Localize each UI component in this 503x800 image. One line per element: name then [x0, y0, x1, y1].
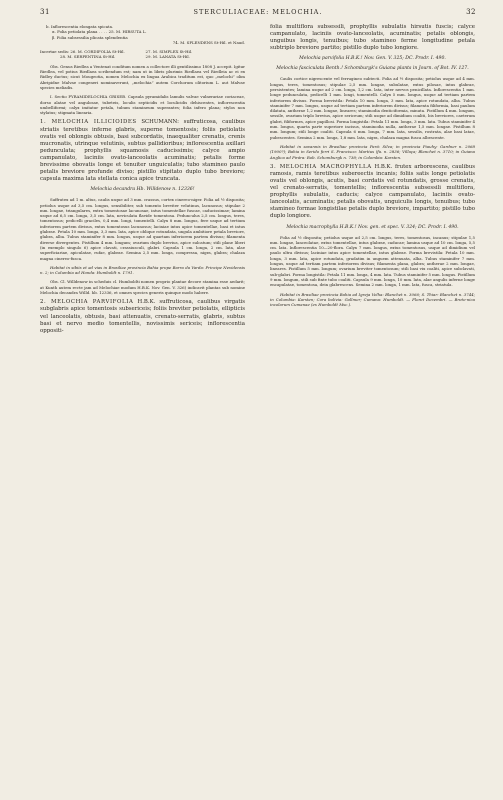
- key-line: 74. M. SPLENDENS St-Hil. et Naud.: [172, 39, 245, 45]
- species-key: [40, 24, 245, 45]
- key-line: β. Folia subsessilia plicata splendentia: [52, 34, 128, 40]
- page-number-right: 32: [466, 8, 476, 16]
- species-diagnosis: suffruticosa, caulibus striatis teretibus inferne glabris, superne tomentosis; foliis petiolatis ovatis vel oblongis obtusis, basi subcordatis, inaequaliter crenatis, crenis mucronatis, utrinque velutinis, subtus pallidioribus; inflorescentia axillari pedunculata; prophyllis squamosis caducissimis; calyce ampio campanulato, laciniis ovato-lanceolatis acuminatis; petalis forme brevissime obovatis longe et tenuiter unguiculatis; tubo stamineo paulo petalis breviore profunde diviso; pistillo stipitato duplo tubo breviore; capsula maxima lata stellata conica apice truncata.: [40, 119, 246, 183]
- species-description: Folia ad ½ disposita; petiolus usque ad 2,5 cm. longus, teres, tomentosus, incanus; stipulae 1,5 mm. longae, lanceolatae, extus tomentellae, intus glabrae, caducae; lamina usque ad 10 cm. longa, 5,5 cm. lata. Inflorescentia 10—20-flora. Calyx 7 mm. longus, extus tomentosus, usque ad dimidium vel paulo ultra divisus; laciniae intus apice tomentellae, intus glabrae. Forma brevistila: Petala 10 mm. longa, 3 mm. lata, apice rotundata, gradatim in unguem attenuata, alba. Tubus staminifer 7 mm. longus, usque ad tertiam partem inferiorem divisus; filamenta plana, glabra; antherae 2 mm. longae, lineares. Pistillum 5 mm. longum; ovarium breviter tomentosum; stili basi vix coaliti, apice subclavati, sub-glabri. Forma longistila: Petala 11 mm. longa, 4 mm. lata. Tubus staminifer 5 mm. longus. Pistillum 9 mm. longum, stili sub finte tubo coaliti. Capsula 9 mm. longa, 10 mm. lata, alae angulis inferne longe encapulatae, tomentosa, dein glabrescens. Semina 2 mm. longa, 1 mm. lata, fusca, striatula.: [270, 234, 475, 288]
- synonym-line: Melochia fasciculata Benth.! Schomburgk's Guiana plants in Journ. of Bot. IV. 127.: [276, 66, 469, 72]
- species-entry: Incertae sedis: 26. M. CORDIFOLIA St-Hil.: [40, 49, 125, 55]
- species-heading: [40, 299, 245, 334]
- species-description: Caulis cortice nigrescente vel ferrugineo subtecti. Folia ad ½ disposita; petiolus usque ad 4 mm. longus, teres, tomentosus; stipulae 2,5 mm. longae, subulatae, extus pilosae, intus glabrae, persistentes; lamina usque ad 2 cm. longa, 1,2 cm. lata, inter nervos penicillata. Inflorescentia 1 mm. longe pedunculata, pedicelli 1 mm. longi, tomentelli. Calyx 5 mm. longus, usque ad tertiam partem inferiorem divisus. Forma brevistila: Petala 10 mm. longa, 3 mm. lata, apice rotundata, alba. Tubus staminifer 7 mm. longus, usque ad tertiam partem inferiorem divisus; filamenta filiformia, basi paulum dilatata, antherae 1,2 mm. longae, lineares; staminodia denticiformia, minuta. Pistillum 4 mm. longum, sessile, ovarium triplo brevius, apice sericeum; stili usque ad dimidium coaliti, bis breviores, caeterum glabri, filiformes, apice papillosi. Forma longistila: Petala 11 mm. longa, 3 mm. lata. Tubus staminifer 4 mm. longus, quarta parte superiore incisus, staminodia nulla, antherae 1,5 mm. longae. Pistillum 8 mm. longum; stili longe coaliti. Capsula 6 mm. longa, 7 mm. lata, sessilis, rostrata, alae basi latae, pubescentes. Semina 2 mm. longa, 1,8 mm. lata, nigra, chalaza magna fusca albescente.: [270, 76, 475, 140]
- species-diagnosis: suffruticosa, caulibus virgatis subglabris apice tomentosis subsericeis; foliis breviter petiolatis, ellipticis vel lanceolatis, obtusis, basi attenuatis, crenato-serratis, glabris, subtus basi et nervo medio tomentellis, novissimis sericeis; inflorescentia oppositi-: [40, 299, 245, 334]
- observation-note: Obs. Genus Riedlea a Ventenat conditum nomen a collectore illi gentilissimo 1808 J. accepit. Igitur Riedlea, vel potius Riedlaea scribendum est; nam ut in libris plurimis Riedlaea vel Riedleia ac ei ex Ridley ductus; sicut Mougeotia, nomen Melochia ex lingua Arabica traditum est, quo „melochi” olim Abripidne Malvae congeneri nominaverunt, „melochia” autem Corchorum olitorium L. aut Malvae species meliadis.: [40, 63, 246, 90]
- key-line: b. Inflorescentia elongata spicata.: [46, 24, 114, 29]
- incertae-sedis-list: [40, 49, 245, 60]
- species-entry: 29. M. LANATA St-Hil.: [145, 54, 190, 60]
- species-entry: 28. M. SERPENTINA St-Hil.: [60, 54, 116, 60]
- species-name: 2. MELOCHIA PARVIFOLIA: [40, 299, 134, 306]
- habitat-note: Habitat in Brasiliae provincia Bahia ad Igreja Velha: Blanchet n. 3066; S. Thiar: Blanchet n. 3744; in Columbia: Karsten; Cora bolivia: Gollmer; Cumana: Humboldt. — Floret Decembri. — Breto-nica incolarum Cumanae (ex Humboldt Msc.).: [270, 291, 475, 308]
- synonym-line: Melochia parvifolia H.B.K.! Nov. Gen. V. 325; DC. Prodr. I. 490.: [299, 56, 446, 62]
- synonym-line: Melochia macrophylla H.B.K.! Nov. gen. et spec. V. 324; DC. Prodr. I. 490.: [286, 224, 459, 230]
- species-name: 1. MELOCHIA ILLICIOIDES: [40, 119, 137, 126]
- species-name: 3. MELOCHIA MACROPHYLLA: [270, 163, 372, 170]
- species-entry: 27. M. SIMPLEX St-Hil.: [145, 49, 193, 55]
- section-description: I. Sectio PYRAMIDELOCHIA GRISEB. Capsula pyramidalis lamulis valvae vulnerariae coriaceae, dorso alatae vel angulosae, tubeteis, loculis septicidis et loculicidis dehiscentes, inflorescentia umbelliformi; calyx imitatur petala, tubum stamineum superantes; folia infero plana; stylos non stylatus; stigmata linearia.: [40, 94, 245, 116]
- running-header: [40, 6, 476, 18]
- page-number-left: 31: [40, 8, 50, 16]
- habitat-note: Habitat in savannis in Brasiliae provincia Pará: Silva; in provincia Piauhy: Gardner n. 2068 (1900?); Bahia in Serido ferri S. Francisco: Martius (fa. n. 2836; Villaça; Blanchet n. 3710; in Guiana Anglica ad Pirára: Rob. Schomburgk n. 738; in Colombia: Karsten.: [270, 143, 475, 160]
- right-column: [270, 24, 475, 311]
- species-heading: [40, 119, 245, 183]
- species-author: H.B.K.: [137, 299, 156, 306]
- species-author: SCHUMANN:: [141, 119, 179, 126]
- left-column: [40, 24, 245, 339]
- running-title: STERCULIACEAE: MELOCHIA.: [193, 8, 323, 16]
- key-line: α. Folia petiolata plana . . . . 25. M. HIRSUTA L.: [52, 29, 147, 35]
- species-heading: [270, 164, 475, 221]
- species-diagnosis-continued: folia multiflora subsessili, prophyllis subulatis hirsutis fuscis; calyce campanulato, laciniis ovato-lanceolatis, acuminatis; petalis oblongis, unguibus longis, tenuibus; tubo stamineo ferme longitudine petala subtriplo breviore partito; pistillo duplo tubo longiore.: [270, 24, 475, 52]
- species-author: H.B.K.: [374, 163, 393, 170]
- habitat-note: Habitat in sibiis et ad vias in Brasiliae provincia Bahia prope Barra da Varda: Principe Nevidensis n. 2; in Columbia ad Honda: Humboldt n. 1791.: [40, 264, 245, 276]
- observation-note: Obs. Cl. Willdenow in scheduis cl. Humboldti nomen proprio plantae decore stamina esse aedarit; at Kunth autem recte jam ad Melochiae modum H.B.K. Nov. Gen. V. 326) indicavit plantas sub nomine Melochia decandra Willd. hb. 12336, et omnes species generis quinque modo habere.: [40, 279, 245, 296]
- species-diagnosis: frutex arborescens, caulibus ramosis, ramis teretibus subereectis incanis; foliis satis longe petiolatis ovatis vel oblongis, acutis, basi cordatis vel rotundatis, grosse crenatis, vel crenato-serratis, tomentellis; inflorescentia subsessili multiflora, prophyllis subulatis, caducis; calyce campanulato, laciniis ovato-lanceolatis, acuminatis; petalis obovatis, unguiculis longis, tenuibus; tubo stamineo formae longistilae petalis duplo breviore, impartito; pistillo tubo duplo longiore.: [270, 163, 475, 220]
- synonym-line: Melochia decandra Hb. Willdenow n. 12336!: [90, 187, 195, 193]
- species-description: Suffrutex ad 1 m. altus, caulis usque ad 3 mm. crassus, cortex cinereo-niger. Folia ad ½ disposita; petiolus usque ad 3,5 cm. longus, sensibiliter, sub tomento breviter velutinus, lacunosus; stipulae 2 mm. longae, triangulares, extra tomentosae lacunosae, intus tomentellae fuscae, caducissimae; lamina usque ad 6,5 cm. longa, 3,5 cm. lata, neviculata flavide tomentosa. Pedunculus 2,5 cm. longus, teres, tomentosus; pedicelli graciles, 0,4 mm. longi, tomentelli. Calyx 8 mm. longus, fere usque ad tertium inferiorem partem divisus, extus tomentosus lacunosus; laciniae intus apice tomentellae, basi et intus glabrae. Petala 10 mm. longa, 3,3 mm. lata, apice oblique rotundata, ungula ambitiore petala breviore, glabra, alba. Tubus staminifer 8 mm. longus, usque ad quartam inferiorem partem divisus; filamenta diverse divergentes. Pistillum 4 mm. longum; ovarium duplo brevius, apice sulcatum; stili plane liberi (in exemplo singulo 6) apice clavati, crassiusculi, glabri. Capsula 1 cm. longa, 2 cm. lata, alae superficiariae, apiculatae, rufae, glabrae. Semina 2,5 mm. longa, compressa, nigra, glabra; chalaza magna cinereo-fusca.: [40, 197, 245, 261]
